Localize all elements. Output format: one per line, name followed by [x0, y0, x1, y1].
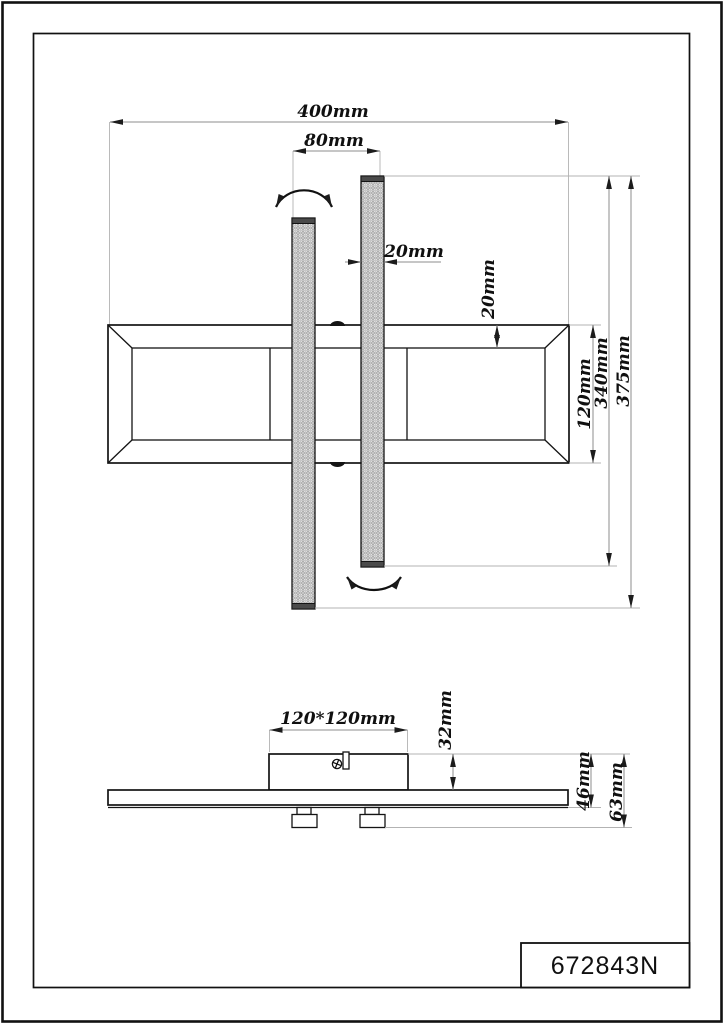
mounting-clip-bottom — [330, 462, 345, 467]
bar-holder-right — [360, 808, 385, 828]
dim-canopy-size — [270, 709, 408, 752]
dim-label-frame-profile: 20mm — [479, 259, 499, 319]
dim-label-bar-width: 20mm — [384, 242, 444, 262]
rotate-arrow-top-icon — [276, 190, 332, 207]
dim-label-bar-length: 340mm — [592, 337, 612, 409]
dim-label-overall-depth: 63mm — [607, 762, 627, 822]
dim-label-frame-height: 120mm — [575, 358, 595, 430]
ceiling-plate — [108, 790, 568, 808]
title-block — [521, 943, 690, 988]
rotate-arrow-bottom-icon — [347, 577, 401, 590]
dim-label-overall-width: 400mm — [297, 102, 369, 122]
dim-label-overall-length: 375mm — [614, 335, 634, 407]
side-view — [108, 690, 632, 827]
frame-outline — [108, 321, 569, 467]
dim-depth-to-frame — [568, 751, 601, 811]
dim-label-bar-offset: 80mm — [304, 131, 364, 151]
dim-label-depth-to-frame: 46mm — [574, 751, 594, 811]
dim-label-canopy-height: 32mm — [436, 690, 456, 750]
bar-holder-left — [292, 808, 317, 828]
part-number: 672843N — [550, 952, 660, 980]
dim-label-canopy-size: 120*120mm — [280, 709, 396, 729]
mounting-clip-top — [330, 321, 345, 326]
top-view — [108, 102, 640, 609]
led-bar-left — [292, 218, 315, 609]
dim-bar-width — [345, 242, 444, 262]
led-bar-right — [361, 176, 384, 567]
dim-canopy-height — [436, 690, 456, 790]
